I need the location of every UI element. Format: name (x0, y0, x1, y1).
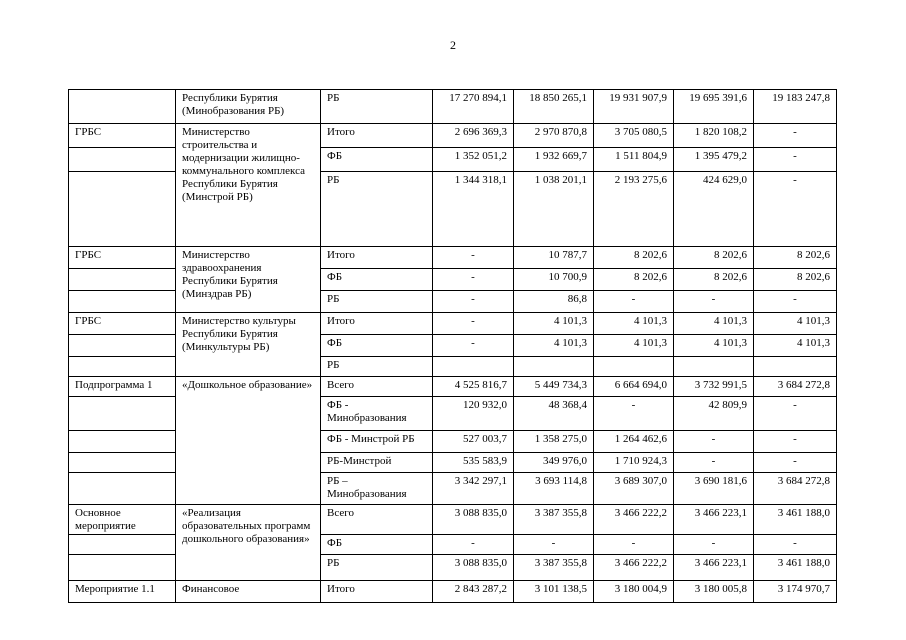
amount-cell: - (674, 431, 754, 453)
amount-cell: 1 710 924,3 (594, 453, 674, 473)
amount-cell: 3 088 835,0 (433, 555, 514, 581)
funding-source-cell: РБ-Минстрой (321, 453, 433, 473)
amount-cell: 1 038 201,1 (514, 172, 594, 247)
amount-cell: 349 976,0 (514, 453, 594, 473)
funding-source-cell: ФБ - Минстрой РБ (321, 431, 433, 453)
row-level-cell: ГРБС (69, 313, 176, 335)
amount-cell: 42 809,9 (674, 397, 754, 431)
row-name-cell: «Дошкольное образование» (176, 377, 321, 505)
amount-cell: - (754, 148, 837, 172)
amount-cell: 8 202,6 (754, 269, 837, 291)
amount-cell: - (674, 535, 754, 555)
amount-cell: 6 664 694,0 (594, 377, 674, 397)
amount-cell: - (674, 453, 754, 473)
amount-cell: - (594, 535, 674, 555)
amount-cell: 4 101,3 (594, 313, 674, 335)
amount-cell: - (594, 397, 674, 431)
funding-source-cell: ФБ (321, 269, 433, 291)
amount-cell: 3 466 223,1 (674, 555, 754, 581)
funding-source-cell: Итого (321, 313, 433, 335)
amount-cell: 3 466 223,1 (674, 505, 754, 535)
amount-cell: 1 352 051,2 (433, 148, 514, 172)
amount-cell: 120 932,0 (433, 397, 514, 431)
table-row (69, 505, 837, 535)
amount-cell: - (433, 335, 514, 357)
amount-cell: 10 787,7 (514, 247, 594, 269)
row-level-cell (69, 535, 176, 555)
table-row (69, 90, 837, 124)
funding-source-cell: Всего (321, 377, 433, 397)
amount-cell: 3 690 181,6 (674, 473, 754, 505)
amount-cell: 527 003,7 (433, 431, 514, 453)
page-number: 2 (450, 38, 456, 52)
amount-cell: - (754, 291, 837, 313)
row-level-cell (69, 431, 176, 453)
row-name-cell: «Реализация образовательных программ дошкольного образования» (176, 505, 321, 581)
table-row (69, 124, 837, 148)
amount-cell: 1 344 318,1 (433, 172, 514, 247)
amount-cell: 1 932 669,7 (514, 148, 594, 172)
amount-cell: 2 193 275,6 (594, 172, 674, 247)
row-level-cell (69, 473, 176, 505)
amount-cell: 8 202,6 (674, 247, 754, 269)
amount-cell: 4 101,3 (754, 313, 837, 335)
row-level-cell (69, 148, 176, 172)
amount-cell: 3 732 991,5 (674, 377, 754, 397)
funding-source-cell: РБ – Минобразования (321, 473, 433, 505)
row-name-cell: Министерство строительства и модернизации жилищно-коммунального комплекса Республики Бурятия (Минстрой РБ) (176, 124, 321, 247)
amount-cell: 3 684 272,8 (754, 473, 837, 505)
funding-source-cell: РБ (321, 172, 433, 247)
funding-source-cell: РБ (321, 555, 433, 581)
amount-cell (514, 357, 594, 377)
amount-cell: 3 461 188,0 (754, 555, 837, 581)
amount-cell: 3 101 138,5 (514, 581, 594, 603)
amount-cell (674, 357, 754, 377)
amount-cell: 3 705 080,5 (594, 124, 674, 148)
amount-cell: 4 101,3 (674, 313, 754, 335)
funding-source-cell: ФБ (321, 335, 433, 357)
amount-cell: 3 342 297,1 (433, 473, 514, 505)
amount-cell: - (754, 172, 837, 247)
amount-cell: 86,8 (514, 291, 594, 313)
table-row (69, 377, 837, 397)
row-level-cell (69, 555, 176, 581)
amount-cell: 4 101,3 (754, 335, 837, 357)
row-level-cell (69, 90, 176, 124)
row-level-cell (69, 453, 176, 473)
amount-cell: 1 820 108,2 (674, 124, 754, 148)
amount-cell: 17 270 894,1 (433, 90, 514, 124)
amount-cell: - (754, 124, 837, 148)
amount-cell: - (433, 247, 514, 269)
amount-cell: 3 461 188,0 (754, 505, 837, 535)
amount-cell (594, 357, 674, 377)
amount-cell: - (433, 313, 514, 335)
amount-cell: 8 202,6 (754, 247, 837, 269)
amount-cell: 4 101,3 (594, 335, 674, 357)
amount-cell: - (514, 535, 594, 555)
amount-cell: 10 700,9 (514, 269, 594, 291)
amount-cell: 19 183 247,8 (754, 90, 837, 124)
funding-source-cell: Итого (321, 581, 433, 603)
amount-cell: 4 525 816,7 (433, 377, 514, 397)
amount-cell: 2 843 287,2 (433, 581, 514, 603)
amount-cell: 8 202,6 (674, 269, 754, 291)
row-level-cell: ГРБС (69, 247, 176, 269)
amount-cell: 3 387 355,8 (514, 505, 594, 535)
amount-cell: - (754, 453, 837, 473)
amount-cell: 4 101,3 (674, 335, 754, 357)
amount-cell: 424 629,0 (674, 172, 754, 247)
amount-cell: 3 684 272,8 (754, 377, 837, 397)
amount-cell: 3 180 005,8 (674, 581, 754, 603)
amount-cell: 19 931 907,9 (594, 90, 674, 124)
row-name-cell: Министерство культуры Республики Бурятия (Минкультуры РБ) (176, 313, 321, 377)
row-name-cell: Министерство здравоохранения Республики Бурятия (Минздрав РБ) (176, 247, 321, 313)
funding-source-cell: ФБ (321, 148, 433, 172)
funding-source-cell: ФБ - Минобразования (321, 397, 433, 431)
row-level-cell: Мероприятие 1.1 (69, 581, 176, 603)
row-level-cell (69, 269, 176, 291)
row-name-cell: Финансовое (176, 581, 321, 603)
amount-cell: 19 695 391,6 (674, 90, 754, 124)
amount-cell: 535 583,9 (433, 453, 514, 473)
amount-cell: 3 466 222,2 (594, 505, 674, 535)
amount-cell: 1 358 275,0 (514, 431, 594, 453)
amount-cell: 3 387 355,8 (514, 555, 594, 581)
table-row (69, 313, 837, 335)
amount-cell: 3 180 004,9 (594, 581, 674, 603)
funding-source-cell: Итого (321, 124, 433, 148)
funding-source-cell: РБ (321, 90, 433, 124)
amount-cell: - (754, 535, 837, 555)
amount-cell: 48 368,4 (514, 397, 594, 431)
amount-cell: 2 696 369,3 (433, 124, 514, 148)
amount-cell: 1 511 804,9 (594, 148, 674, 172)
table-body (69, 90, 837, 603)
amount-cell: - (754, 431, 837, 453)
amount-cell: 2 970 870,8 (514, 124, 594, 148)
amount-cell: 1 264 462,6 (594, 431, 674, 453)
funding-source-cell: РБ (321, 357, 433, 377)
amount-cell: 18 850 265,1 (514, 90, 594, 124)
row-level-cell: Подпрограмма 1 (69, 377, 176, 397)
amount-cell: - (754, 397, 837, 431)
row-name-cell: Республики Бурятия (Минобразования РБ) (176, 90, 321, 124)
table-row (69, 581, 837, 603)
amount-cell: 3 174 970,7 (754, 581, 837, 603)
amount-cell: 4 101,3 (514, 313, 594, 335)
row-level-cell: ГРБС (69, 124, 176, 148)
amount-cell: 3 088 835,0 (433, 505, 514, 535)
row-level-cell (69, 291, 176, 313)
amount-cell: - (433, 269, 514, 291)
funding-source-cell: Всего (321, 505, 433, 535)
funding-source-cell: Итого (321, 247, 433, 269)
amount-cell: 4 101,3 (514, 335, 594, 357)
amount-cell: - (433, 535, 514, 555)
amount-cell: - (674, 291, 754, 313)
amount-cell (754, 357, 837, 377)
amount-cell: 3 466 222,2 (594, 555, 674, 581)
funding-source-cell: РБ (321, 291, 433, 313)
amount-cell: 3 689 307,0 (594, 473, 674, 505)
amount-cell: 3 693 114,8 (514, 473, 594, 505)
table-row (69, 247, 837, 269)
row-level-cell (69, 397, 176, 431)
amount-cell: 5 449 734,3 (514, 377, 594, 397)
row-level-cell (69, 172, 176, 247)
row-level-cell (69, 335, 176, 357)
row-level-cell (69, 357, 176, 377)
budget-table (68, 89, 837, 603)
row-level-cell: Основное мероприятие (69, 505, 176, 535)
funding-source-cell: ФБ (321, 535, 433, 555)
amount-cell: 8 202,6 (594, 247, 674, 269)
amount-cell: - (433, 291, 514, 313)
amount-cell: 1 395 479,2 (674, 148, 754, 172)
amount-cell: - (594, 291, 674, 313)
amount-cell: 8 202,6 (594, 269, 674, 291)
amount-cell (433, 357, 514, 377)
